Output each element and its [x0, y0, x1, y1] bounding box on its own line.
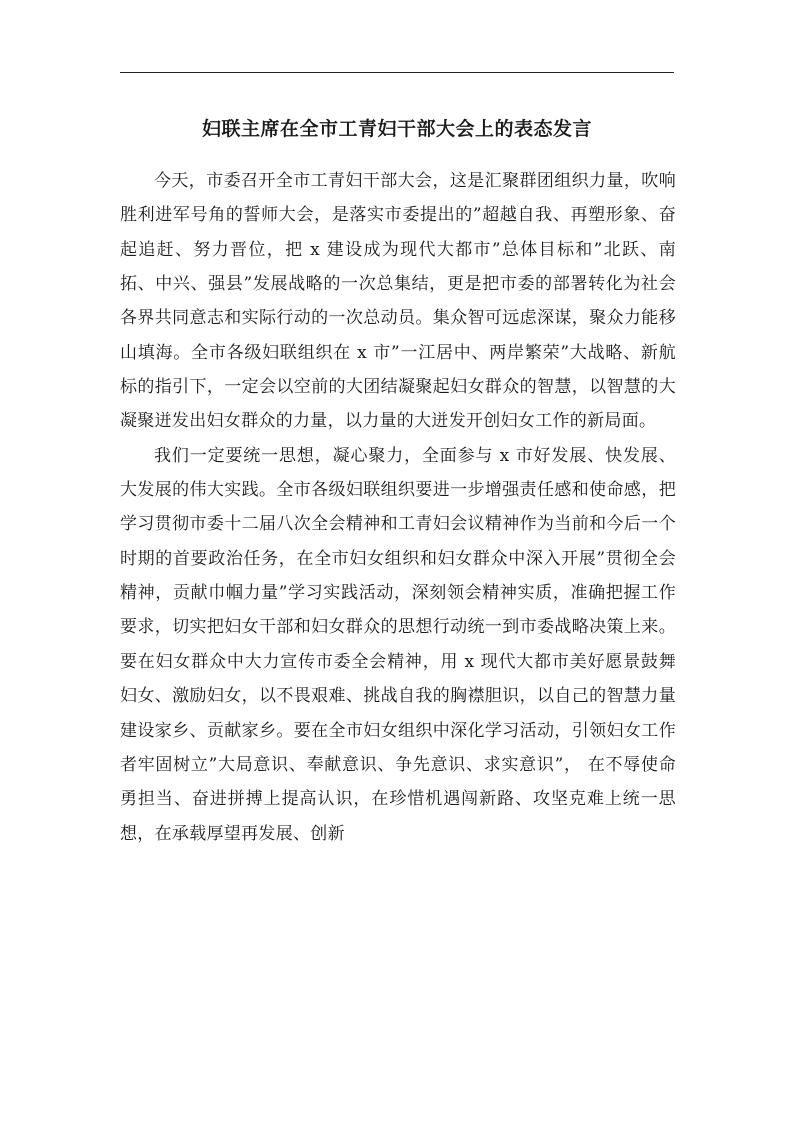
- document-title: 妇联主席在全市工青妇干部大会上的表态发言: [201, 118, 592, 140]
- document-body: [120, 164, 676, 851]
- paragraph: 我们一定要统一思想，凝心聚力，全面参与 x 市好发展、快发展、大发展的伟大实践。全市各级妇联组织要进一步增强责任感和使命感，把学习贯彻市委十二届八次全会精神和工青妇会议精神作为当前和今后一个时期的首要政治任务，在全市妇女组织和妇女群众中深入开展”贯彻全会精神，贡献巾帼力量”学习实践活动，深刻领会精神实质，准确把握工作要求，切实把妇女干部和妇女群众的思想行动统一到市委战略决策上来。要在妇女群众中大力宣传市委全会精神，用 x 现代大都市美好愿景鼓舞妇女、激励妇女，以不畏艰难、挑战自我的胸襟胆识，以自己的智慧力量建设家乡、贡献家乡。要在全市妇女组织中深化学习活动，引领妇女工作者牢固树立”大局意识、奉献意识、争先意识、求实意识”， 在不辱使命勇担当、奋进拼搏上提高认识，在珍惜机遇闯新路、攻坚克难上统一思想，在承载厚望再发展、创新: [120, 445, 676, 844]
- paragraph: 今天，市委召开全市工青妇干部大会，这是汇聚群团组织力量，吹响胜利进军号角的誓师大会，是落实市委提出的”超越自我、再塑形象、奋起追赶、努力晋位，把 x 建设成为现代大都市”总体目标和”北跃、南拓、中兴、强县”发展战略的一次总集结，更是把市委的部署转化为社会各界共同意志和实际行动的一次总动员。集众智可远虑深谋，聚众力能移山填海。全市各级妇联组织在 x 市”一江居中、两岸繁荣”大战略、新航标的指引下，一定会以空前的大团结凝聚起妇女群众的智慧，以智慧的大凝聚迸发出妇女群众的力量，以力量的大迸发开创妇女工作的新局面。: [120, 171, 676, 432]
- header-rule: [120, 72, 674, 73]
